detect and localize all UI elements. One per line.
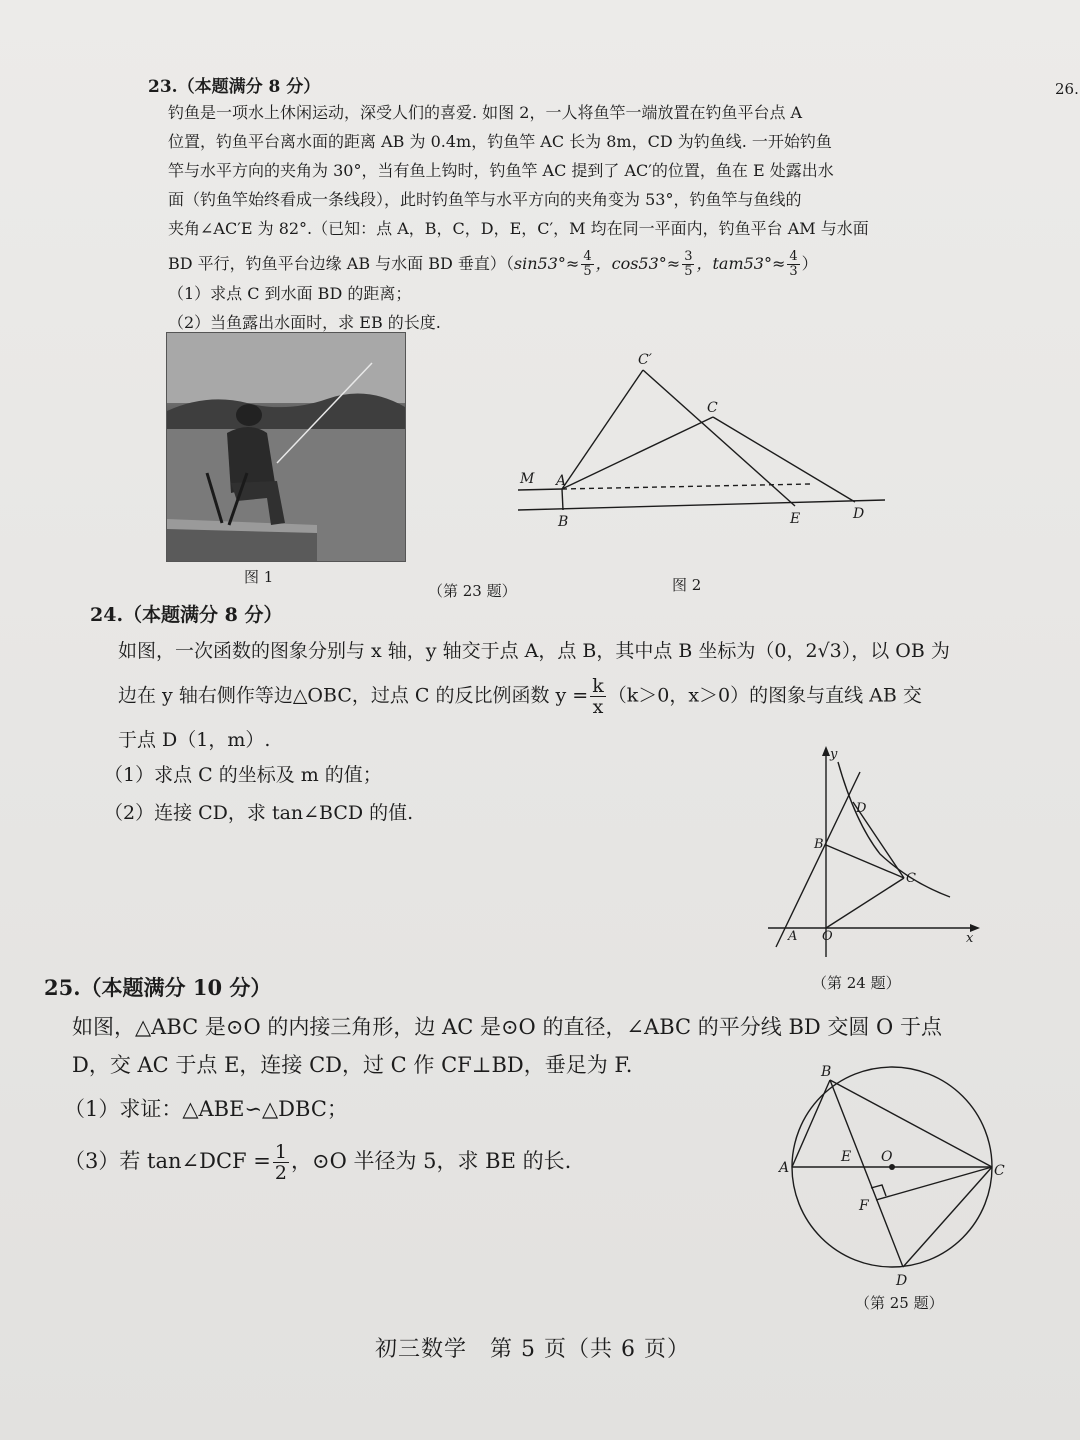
q25-header: 25.（本题满分 10 分） xyxy=(44,975,272,1000)
sin-label: sin53°≈ xyxy=(513,254,580,273)
frac-num: 1 xyxy=(274,1141,287,1163)
label-B: B xyxy=(558,514,569,530)
q24-line2 xyxy=(118,676,978,717)
q23-body xyxy=(168,98,928,337)
y-arrow-icon xyxy=(822,746,830,756)
label-C-prime: C′ xyxy=(638,352,652,368)
label-O: O xyxy=(881,1149,893,1165)
label-A: A xyxy=(779,1160,790,1176)
q25-line2: D，交 AC 于点 E，连接 CD，过 C 作 CF⊥BD，垂足为 F. xyxy=(72,1053,633,1077)
label-y: y xyxy=(830,747,838,762)
q24-body xyxy=(118,632,978,759)
q23-sub1: （1）求点 C 到水面 BD 的距离； xyxy=(168,284,412,303)
q25-line1: 如图，△ABC 是⊙O 的内接三角形，边 AC 是⊙O 的直径，∠ABC 的平分线 BD 交圆 O 于点 xyxy=(72,1015,942,1039)
frac-num: k xyxy=(592,675,604,697)
frac-cos xyxy=(682,250,694,279)
q24-caption: （第 24 题） xyxy=(812,974,901,992)
label-F: F xyxy=(859,1198,869,1214)
line-AB xyxy=(776,772,860,947)
rod-AC xyxy=(562,417,713,489)
close-paren: ） xyxy=(801,254,818,273)
label-E: E xyxy=(790,511,801,527)
q23-caption: （第 23 题） xyxy=(428,582,517,600)
frac-sin xyxy=(581,250,593,279)
water-line xyxy=(518,500,885,510)
label-A: A xyxy=(556,473,567,489)
q25-sub3-pre: （3）若 tan∠DCF = xyxy=(64,1149,271,1173)
label-B: B xyxy=(814,837,824,852)
label-A: A xyxy=(788,929,798,944)
q23-line: 位置，钓鱼平台离水面的距离 AB 为 0.4m，钓鱼竿 AC 长为 8m，CD 为钓鱼线. 一开始钓鱼 xyxy=(168,132,832,151)
label-C: C xyxy=(707,400,718,416)
fig2-diagram xyxy=(510,350,890,540)
label-D: D xyxy=(853,506,865,522)
q24-sub2: （2）连接 CD，求 tan∠BCD 的值. xyxy=(104,802,414,824)
rod-AC-prime xyxy=(562,370,643,489)
q25-sub3 xyxy=(64,1142,571,1183)
segment-AB xyxy=(562,489,563,510)
q23-line: 钓鱼是一项水上休闲运动，深受人们的喜爱. 如图 2，一人将鱼竿一端放置在钓鱼平台点 A xyxy=(168,103,803,122)
fig24-diagram xyxy=(760,742,985,967)
q25-sub3-post: ，⊙O 半径为 5，求 BE 的长. xyxy=(290,1149,572,1173)
q23-last-line-text: BD 平行，钓鱼平台边缘 AB 与水面 BD 垂直）（ xyxy=(168,254,514,273)
q23-line: 夹角∠AC′E 为 82°.（已知：点 A，B，C，D，E，C′，M 均在同一平面内，钓鱼平台 AM 与水面 xyxy=(168,219,869,238)
q24-header: 24.（本题满分 8 分） xyxy=(90,604,283,626)
frac-den: x xyxy=(592,696,604,718)
q25-subs xyxy=(64,1090,571,1183)
frac-den: 3 xyxy=(789,264,798,279)
segment-OC xyxy=(826,878,904,928)
cos-label: ，cos53°≈ xyxy=(595,254,681,273)
frac-tan xyxy=(787,250,799,279)
q25-sub1: （1）求证：△ABE∽△DBC； xyxy=(64,1097,348,1121)
frac-num: 4 xyxy=(583,249,592,264)
label-D: D xyxy=(856,801,867,816)
fig2-caption: 图 2 xyxy=(672,576,702,594)
q24-subs xyxy=(104,756,413,832)
segment-BD xyxy=(830,1080,903,1267)
frac-k-over-x xyxy=(590,676,606,717)
fishing-photo xyxy=(166,332,406,562)
page-footer: 初三数学 第 5 页（共 6 页） xyxy=(375,1337,690,1362)
frac-den: 2 xyxy=(274,1162,287,1184)
platform-line xyxy=(518,489,562,490)
q24-line2-post: （k＞0，x＞0）的图象与直线 AB 交 xyxy=(607,684,922,707)
tan-label: ，tam53°≈ xyxy=(696,254,786,273)
q23-line: 面（钓鱼竿始终看成一条线段），此时钓鱼竿与水平方向的夹角变为 53°，钓鱼竿与鱼线的 xyxy=(168,190,802,209)
label-B: B xyxy=(821,1064,832,1080)
segment-AB xyxy=(792,1080,830,1167)
q23-sub2: （2）当鱼露出水面时，求 EB 的长度. xyxy=(168,313,441,332)
label-M: M xyxy=(520,471,535,487)
label-C: C xyxy=(994,1163,1005,1179)
q23-last-line xyxy=(168,249,928,279)
q23-line: 竿与水平方向的夹角为 30°，当有鱼上钩时，钓鱼竿 AC 提到了 AC′的位置，鱼在 E 处露出水 xyxy=(168,161,834,180)
q24-line3: 于点 D（1，m）. xyxy=(118,729,271,751)
q25-caption: （第 25 题） xyxy=(855,1294,944,1312)
frac-den: 5 xyxy=(583,264,592,279)
fig1-caption: 图 1 xyxy=(244,568,274,586)
fishing-photo-illustration xyxy=(167,333,405,561)
frac-num: 4 xyxy=(789,249,798,264)
label-D: D xyxy=(896,1273,908,1289)
label-x: x xyxy=(966,931,974,946)
segment-BC xyxy=(830,1080,992,1167)
label-O: O xyxy=(822,929,833,944)
label-E: E xyxy=(841,1149,852,1165)
label-C: C xyxy=(906,871,916,886)
corner-label: 26. xyxy=(1055,80,1079,98)
frac-den: 5 xyxy=(684,264,693,279)
q24-line2-pre: 边在 y 轴右侧作等边△OBC，过点 C 的反比例函数 y = xyxy=(118,684,589,707)
q24-sub1: （1）求点 C 的坐标及 m 的值； xyxy=(104,764,382,786)
segment-CF xyxy=(876,1167,992,1200)
line-CD xyxy=(713,417,855,502)
frac-num: 3 xyxy=(684,249,693,264)
fig25-diagram xyxy=(775,1060,1015,1290)
q23-header: 23.（本题满分 8 分） xyxy=(148,77,321,97)
frac-one-half xyxy=(273,1142,289,1183)
q24-line1: 如图，一次函数的图象分别与 x 轴，y 轴交于点 A，点 B，其中点 B 坐标为（0，2√3），以 OB 为 xyxy=(118,640,950,662)
